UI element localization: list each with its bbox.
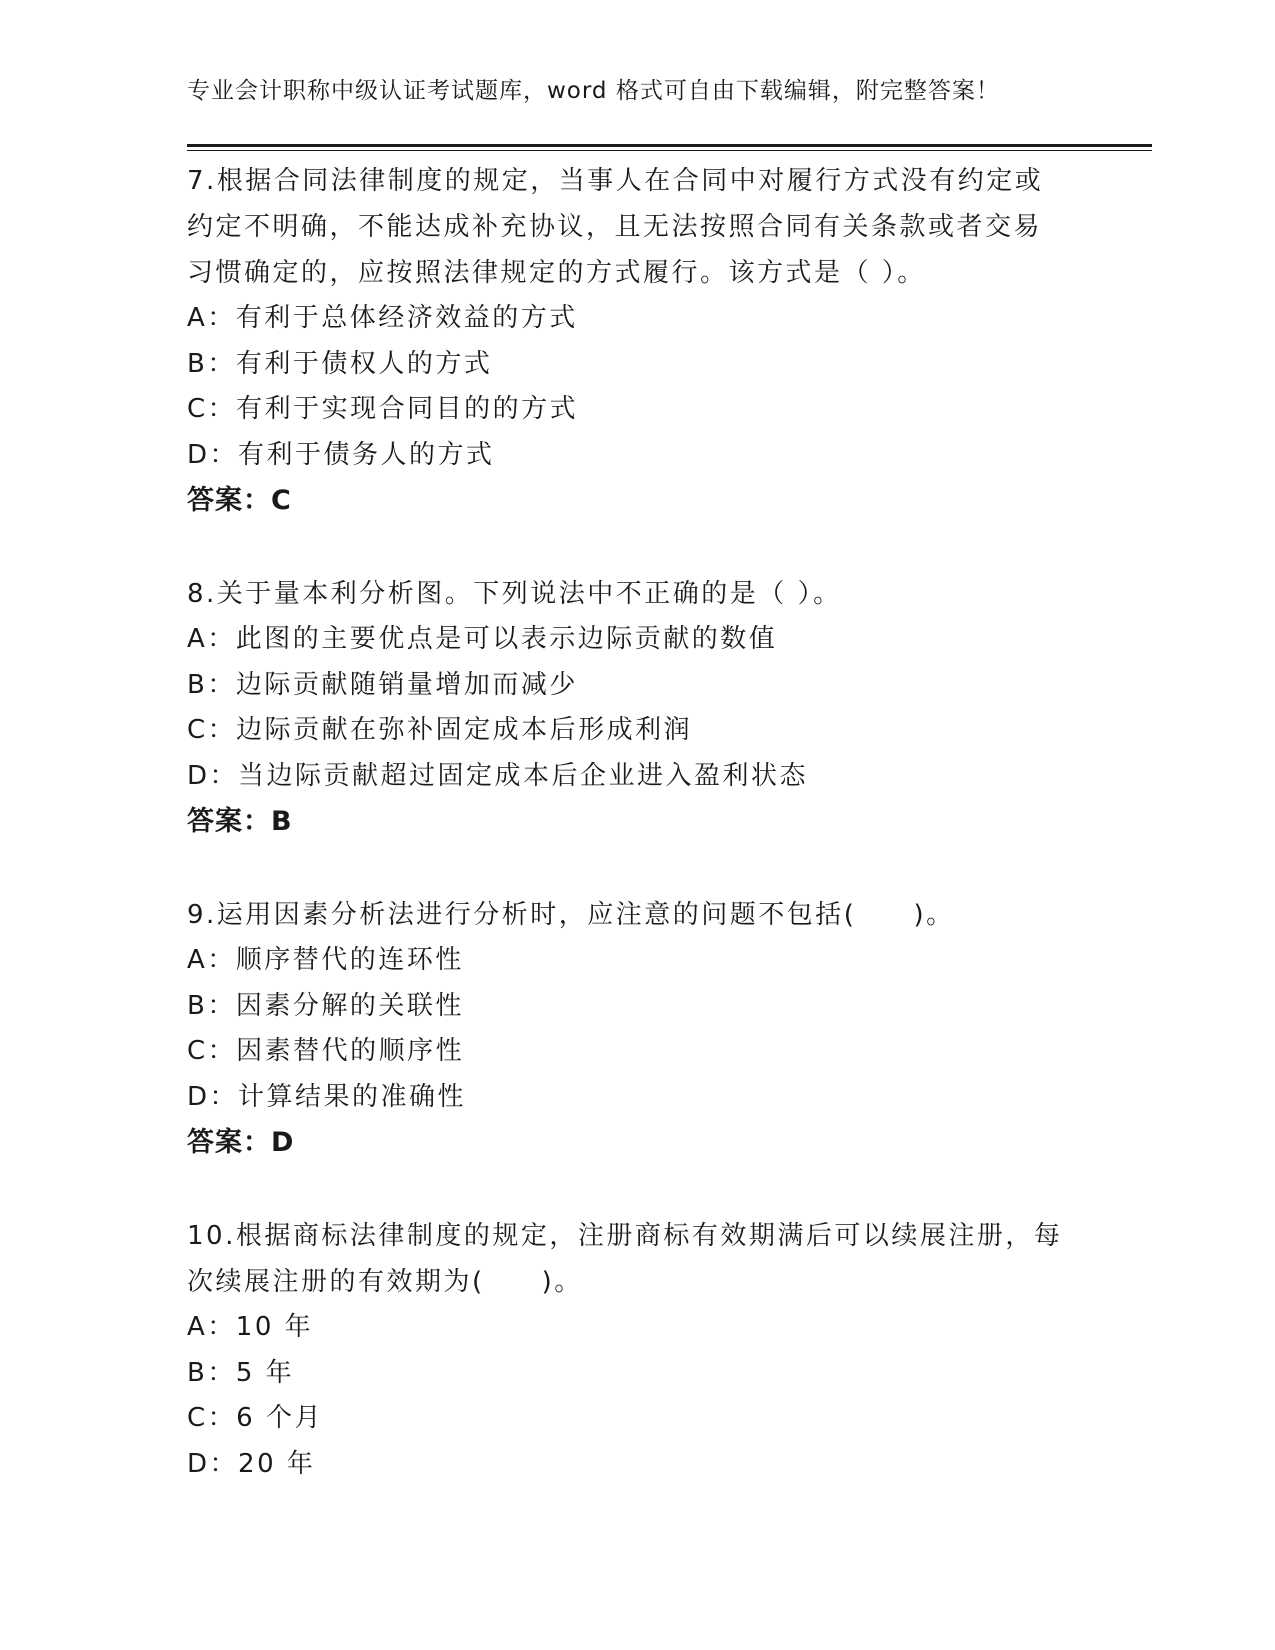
answer-label: 答案：C — [187, 485, 292, 516]
option-b: B：因素分解的关联性 — [187, 990, 464, 1021]
option-a: A：顺序替代的连环性 — [187, 945, 464, 975]
question-stem-line: 次续展注册的有效期为( )。 — [187, 1267, 583, 1297]
question-list — [187, 158, 1087, 1534]
option-c: C：因素替代的顺序性 — [187, 1036, 465, 1066]
option-a: A：此图的主要优点是可以表示边际贡献的数值 — [187, 624, 778, 654]
header-divider-thick — [187, 144, 1152, 147]
page-header: 专业会计职称中级认证考试题库，word 格式可自由下载编辑，附完整答案！ — [187, 78, 1000, 104]
question-stem-line: 8.关于量本利分析图。下列说法中不正确的是（ ）。 — [187, 579, 842, 609]
option-d: D：计算结果的准确性 — [187, 1081, 467, 1112]
answer-label: 答案：B — [187, 806, 293, 837]
question-stem-line: 10.根据商标法律制度的规定，注册商标有效期满后可以续展注册，每 — [187, 1221, 1063, 1251]
option-d: D：有利于债务人的方式 — [187, 439, 495, 470]
option-a: A：有利于总体经济效益的方式 — [187, 303, 578, 333]
question-7 — [187, 158, 1087, 524]
question-8 — [187, 571, 1087, 845]
option-d: D：20 年 — [187, 1448, 316, 1479]
option-b: B：5 年 — [187, 1357, 295, 1388]
question-stem-line: 7.根据合同法律制度的规定，当事人在合同中对履行方式没有约定或 — [187, 166, 1044, 196]
header-divider-thin — [187, 150, 1152, 151]
question-stem-line: 习惯确定的，应按照法律规定的方式履行。该方式是（ ）。 — [187, 258, 926, 288]
option-c: C：边际贡献在弥补固定成本后形成利润 — [187, 715, 693, 745]
option-a: A：10 年 — [187, 1312, 314, 1342]
question-9 — [187, 892, 1087, 1166]
option-c: C：有利于实现合同目的的方式 — [187, 394, 579, 424]
question-stem-line: 约定不明确，不能达成补充协议，且无法按照合同有关条款或者交易 — [187, 212, 1043, 242]
question-stem-line: 9.运用因素分析法进行分析时，应注意的问题不包括( )。 — [187, 900, 955, 930]
option-b: B：边际贡献随销量增加而减少 — [187, 669, 578, 700]
option-d: D：当边际贡献超过固定成本后企业进入盈利状态 — [187, 760, 809, 791]
option-c: C：6 个月 — [187, 1403, 323, 1433]
option-b: B：有利于债权人的方式 — [187, 348, 493, 379]
answer-label: 答案：D — [187, 1127, 295, 1158]
question-10 — [187, 1213, 1087, 1487]
